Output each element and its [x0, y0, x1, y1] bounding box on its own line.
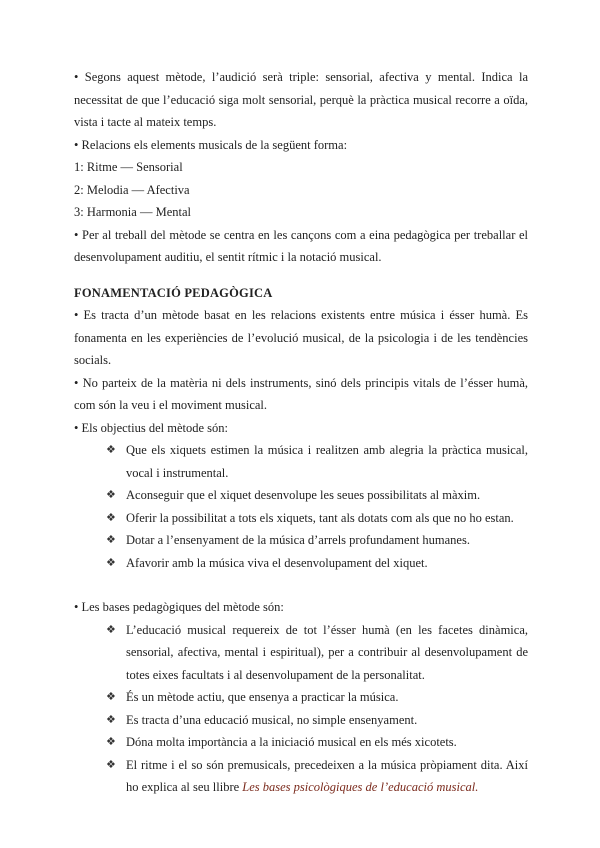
bases-intro: • Les bases pedagògiques del mètode són:	[74, 600, 284, 614]
section-paragraph-2: • No parteix de la matèria ni dels instruments, sinó dels principis vitals de l’ésser humà, com són la veu i el moviment musical.	[74, 375, 528, 412]
list-item: ❖ Afavorir amb la música viva el desenvolupament del xiquet.	[106, 552, 528, 575]
element-list-item-3: 3: Harmonia — Mental	[74, 205, 191, 219]
intro-paragraph-3: • Per al treball del mètode se centra en les cançons com a eina pedagògica per treballar el desenvolupament auditiu, el sentit rítmic i la notació musical.	[74, 227, 528, 264]
list-item: ❖ L’educació musical requereix de tot l’ésser humà (en les facetes dinàmica, sensorial, afectiva, mental i espiritual), per a contribuir al desenvolupament de totes eixes facultats i al desenvolupament de la personalitat.	[106, 619, 528, 687]
list-item: ❖ El ritme i el so són premusicals, precedeixen a la música pròpiament dita. Així ho explica al seu llibre Les bases psicològiques de l’educació musical.	[106, 754, 528, 799]
list-item: ❖ És un mètode actiu, que ensenya a practicar la música.	[106, 686, 528, 709]
list-item: ❖ Dotar a l’ensenyament de la música d’arrels profundament humanes.	[106, 529, 528, 552]
diamond-bullet-icon: ❖	[106, 511, 116, 524]
list-item: ❖ Oferir la possibilitat a tots els xiquets, tant als dotats com als que no ho estan.	[106, 507, 528, 530]
section-paragraph-1: • Es tracta d’un mètode basat en les relacions existents entre música i ésser humà. Es fonamenta en les experiències de l’evolució musical, de la psicologia i de les tendències socials.	[74, 308, 528, 367]
list-item: ❖ Dóna molta importància a la iniciació musical en els més xicotets.	[106, 731, 528, 754]
bases-list	[74, 619, 528, 799]
list-item: ❖ Es tracta d’una educació musical, no simple ensenyament.	[106, 709, 528, 732]
diamond-bullet-icon: ❖	[106, 736, 116, 748]
objectives-list	[74, 439, 528, 574]
diamond-bullet-icon: ❖	[106, 556, 116, 569]
intro-paragraph-2: • Relacions els elements musicals de la següent forma:	[74, 137, 348, 152]
diamond-bullet-icon: ❖	[106, 444, 116, 456]
document-page	[74, 66, 528, 799]
section-heading: FONAMENTACIÓ PEDAGÒGICA	[74, 285, 273, 300]
book-title: Les bases psicològiques de l’educació musical.	[242, 780, 479, 794]
diamond-bullet-icon: ❖	[106, 534, 116, 546]
diamond-bullet-icon: ❖	[106, 489, 116, 501]
element-list-item-1: 1: Ritme — Sensorial	[74, 160, 183, 174]
objectives-intro: • Els objectius del mètode són:	[74, 420, 229, 435]
intro-paragraph-1: • Segons aquest mètode, l’audició serà triple: sensorial, afectiva y mental. Indica la necessitat de que l’educació siga molt sensorial, perquè la pràctica musical recorre a oïda, vista i tacte al mateix temps.	[74, 70, 528, 129]
diamond-bullet-icon: ❖	[106, 758, 116, 771]
list-item: ❖ Aconseguir que el xiquet desenvolupe les seues possibilitats al màxim.	[106, 484, 528, 507]
diamond-bullet-icon: ❖	[106, 623, 116, 636]
element-list-item-2: 2: Melodia — Afectiva	[74, 182, 190, 197]
diamond-bullet-icon: ❖	[106, 691, 116, 703]
list-item: ❖ Que els xiquets estimen la música i realitzen amb alegria la pràctica musical, vocal i instrumental.	[106, 439, 528, 484]
diamond-bullet-icon: ❖	[106, 713, 116, 726]
